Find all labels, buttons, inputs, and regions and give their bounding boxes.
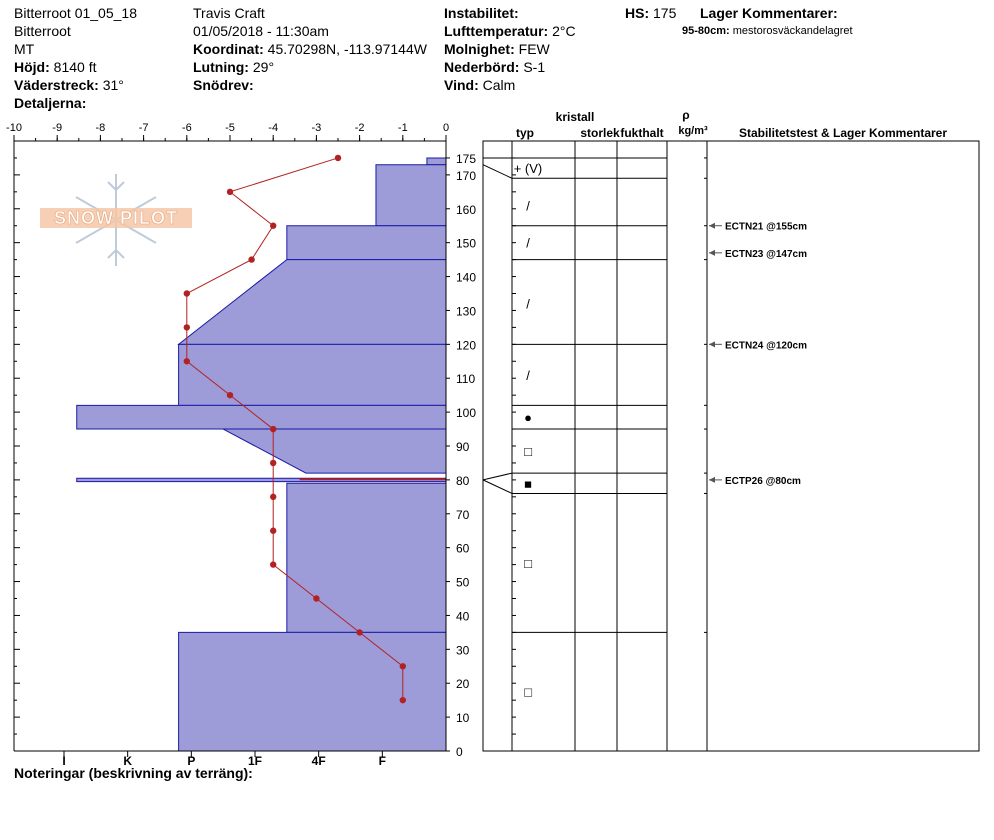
height-tick-label: 175	[456, 151, 477, 166]
hardness-tick-label: P	[187, 754, 196, 768]
header-crystal: kristall	[555, 110, 595, 124]
coordinate-label: Koordinat:	[193, 41, 264, 57]
temperature-point	[313, 595, 319, 601]
stability-arrow-head	[709, 477, 715, 483]
hardness-tick-label: I	[62, 754, 66, 768]
drift-label: Snödrev:	[193, 77, 254, 93]
height-tick-label: 170	[456, 168, 477, 183]
stability-test-label: ECTP26 @80cm	[725, 475, 801, 487]
grain-symbol: /	[526, 296, 530, 312]
hardness-tick-label: K	[123, 754, 133, 768]
grain-symbol: /	[526, 367, 530, 383]
height-tick-label: 130	[456, 304, 477, 319]
temp-tick-label: -7	[138, 122, 149, 134]
temperature-point	[227, 189, 233, 195]
hardness-profile	[77, 158, 446, 751]
temp-tick-label: -9	[52, 122, 63, 134]
slope-value: 29°	[252, 59, 275, 75]
precip-value: S-1	[523, 59, 546, 75]
stability-arrow-head	[709, 250, 715, 256]
temperature-point	[270, 460, 276, 466]
header-density-symbol: ρ	[682, 108, 690, 122]
site-name: Bitterroot 01_05_18	[14, 5, 137, 21]
height-tick-label: 90	[456, 440, 470, 454]
layer-comment-text: mestorosväckandelagret	[732, 25, 853, 37]
hardness-tick-label: F	[378, 754, 387, 768]
observer-name: Travis Craft	[193, 5, 265, 21]
hardness-tick-label: 4F	[311, 754, 326, 768]
layer-connector	[483, 480, 512, 494]
temperature-point	[270, 528, 276, 534]
wind-label: Vind:	[444, 77, 479, 93]
temperature-point	[270, 223, 276, 229]
grain-symbol: + (V)	[513, 161, 543, 177]
hardness-layer	[287, 483, 446, 632]
height-tick-label: 120	[456, 338, 477, 353]
wind-value: Calm	[482, 77, 516, 93]
instability-label: Instabilitet:	[444, 5, 519, 21]
aspect-label: Väderstreck:	[14, 77, 99, 93]
stability-arrow-head	[709, 223, 715, 229]
temp-tick-label: -4	[268, 122, 279, 134]
height-tick-label: 80	[456, 473, 470, 488]
stability-test-label: ECTN24 @120cm	[725, 340, 808, 352]
header-density-unit: kg/m³	[678, 125, 708, 137]
header-size: storlek	[580, 126, 620, 140]
height-tick-label: 10	[456, 711, 470, 726]
layer-table	[483, 108, 979, 751]
height-tick-label: 20	[456, 677, 470, 692]
air-temp-label: Lufttemperatur:	[444, 23, 549, 39]
temperature-point	[270, 561, 276, 567]
hardness-layer	[223, 429, 446, 473]
hardness-layer	[77, 405, 446, 429]
height-tick-label: 140	[456, 270, 477, 285]
temp-tick-label: -3	[311, 122, 322, 134]
header-type: typ	[516, 126, 534, 140]
air-temp-value: 2°C	[552, 23, 576, 39]
aspect-value: 31°	[102, 77, 124, 93]
observation-datetime: 01/05/2018 - 11:30am	[193, 23, 329, 39]
area-name: Bitterroot	[14, 23, 71, 39]
stability-test-label: ECTN23 @147cm	[725, 248, 808, 260]
hardness-layer	[179, 260, 446, 345]
height-tick-label: 150	[456, 236, 477, 251]
temperature-point	[400, 697, 406, 703]
state-name: MT	[14, 41, 35, 57]
elevation-value: 8140 ft	[53, 59, 97, 75]
hs-label: HS:	[625, 5, 650, 21]
height-tick-label: 100	[456, 406, 477, 421]
temperature-point	[184, 358, 190, 364]
temperature-point	[227, 392, 233, 398]
temperature-point	[248, 256, 254, 262]
height-tick-label: 110	[456, 372, 476, 387]
grain-symbol: ●	[524, 410, 532, 426]
height-tick-label: 0	[456, 745, 463, 759]
elevation-label: Höjd:	[14, 59, 50, 75]
header-stability: Stabilitetstest & Lager Kommentarer	[738, 126, 948, 140]
temp-tick-label: 0	[442, 122, 450, 134]
temperature-point	[400, 663, 406, 669]
temp-tick-label: -10	[6, 122, 22, 134]
coordinate-value: 45.70298N, -113.97144W	[267, 41, 427, 57]
temperature-point	[184, 324, 190, 330]
layer-connector	[483, 165, 512, 179]
grain-symbol: □	[524, 684, 532, 700]
grain-symbol: /	[526, 235, 530, 251]
slope-label: Lutning:	[193, 59, 249, 75]
details-label: Detaljerna:	[14, 95, 87, 111]
precip-label: Nederbörd:	[444, 59, 520, 75]
layer-connector	[483, 473, 512, 480]
layer-comment-range: 95-80cm:	[682, 25, 730, 37]
temp-tick-label: -5	[225, 122, 235, 134]
height-tick-label: 50	[456, 575, 470, 590]
sky-label: Molnighet:	[444, 41, 515, 57]
grain-symbol: /	[526, 198, 530, 214]
notes-label: Noteringar (beskrivning av terräng):	[14, 765, 253, 781]
height-tick-label: 30	[456, 643, 470, 658]
grain-symbol: □	[524, 444, 532, 460]
temperature-point	[335, 155, 341, 161]
header-moisture: fukthalt	[620, 126, 664, 140]
height-tick-label: 40	[456, 609, 470, 624]
hardness-layer	[179, 344, 446, 405]
temp-tick-label: -1	[397, 122, 408, 134]
temp-tick-label: -6	[181, 122, 192, 134]
hardness-tick-label: 1F	[247, 754, 263, 768]
logo-text: SNOW PILOT	[54, 208, 178, 228]
temperature-point	[270, 494, 276, 500]
layer-comments-label: Lager Kommentarer:	[700, 5, 838, 21]
hardness-layer	[287, 226, 446, 260]
hardness-layer	[376, 165, 446, 226]
temp-tick-label: -2	[354, 122, 365, 134]
temperature-point	[184, 290, 190, 296]
hs-value: 175	[653, 5, 677, 21]
temperature-point	[270, 426, 276, 432]
grain-symbol: ■	[524, 476, 532, 492]
temperature-point	[356, 629, 362, 635]
height-tick-label: 160	[456, 202, 477, 217]
hardness-layer	[427, 158, 446, 165]
sky-value: FEW	[518, 41, 550, 57]
temp-tick-label: -8	[95, 122, 106, 134]
hardness-layer	[179, 632, 446, 751]
stability-test-label: ECTN21 @155cm	[725, 221, 808, 233]
grain-symbol: □	[524, 555, 532, 571]
height-tick-label: 60	[456, 541, 470, 556]
height-tick-label: 70	[456, 507, 470, 522]
stability-arrow-head	[709, 341, 715, 347]
